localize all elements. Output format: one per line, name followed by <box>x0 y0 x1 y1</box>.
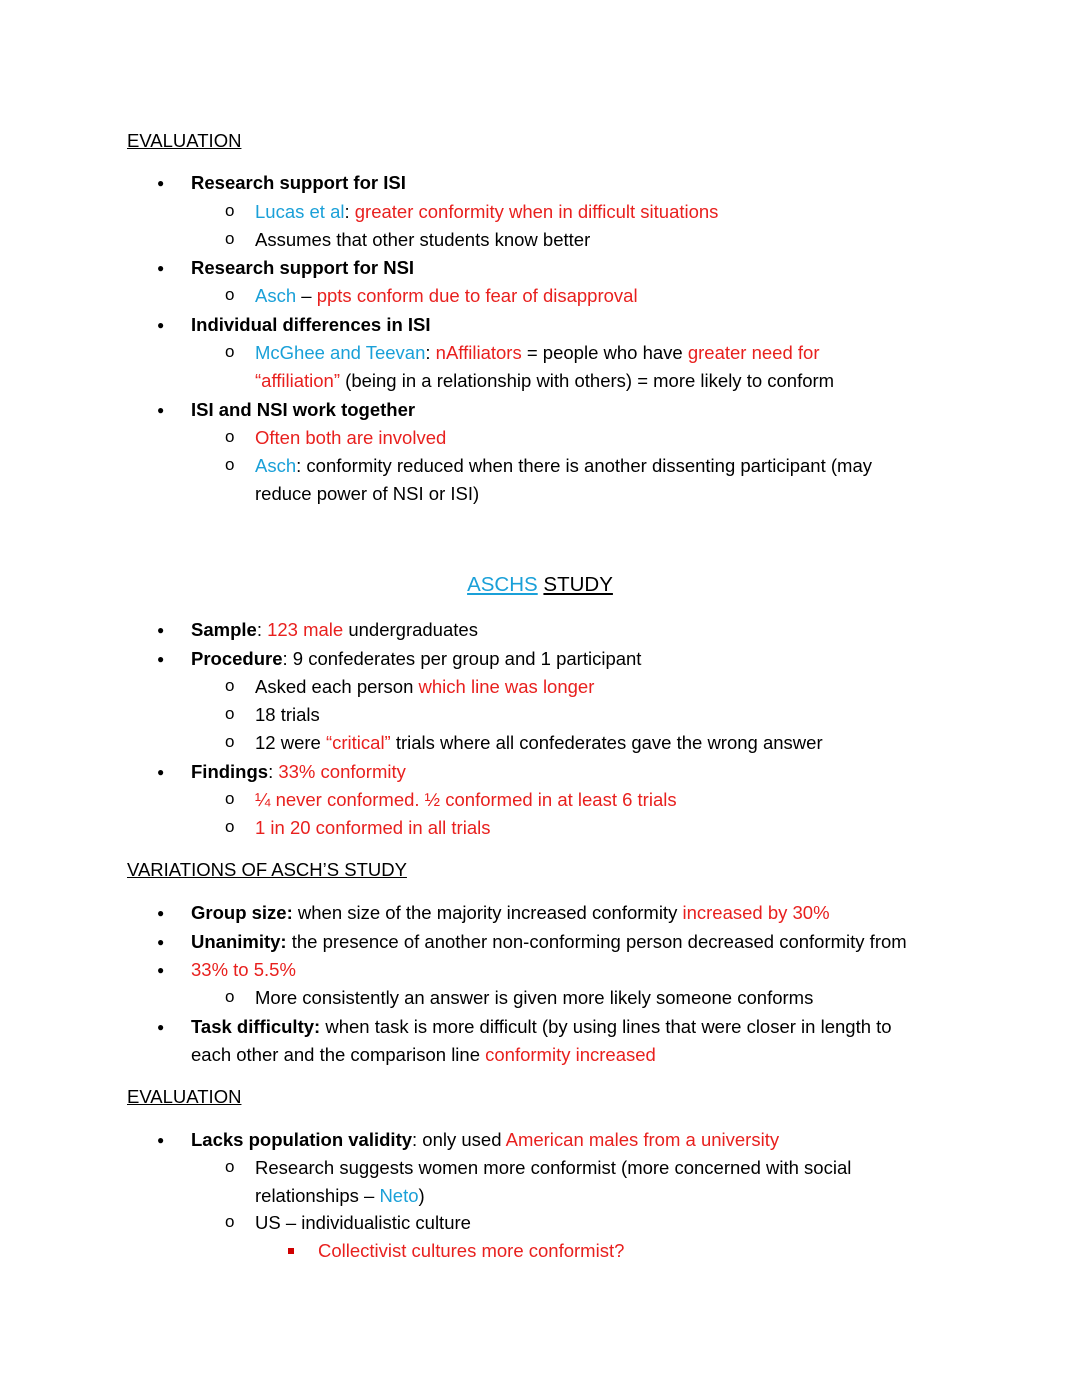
population-validity-label: Lacks population validity <box>191 1129 413 1150</box>
list-item <box>191 648 641 670</box>
point-text: 12 were <box>255 732 326 753</box>
list-item <box>191 172 406 194</box>
list-item <box>255 427 446 449</box>
study-title-part: STUDY <box>543 573 613 596</box>
finding-text: American males from a university <box>505 1129 780 1150</box>
finding-text: 123 male <box>267 619 344 640</box>
point-text: More consistently an answer is given more likely someone conforms <box>255 987 814 1008</box>
point-text: each other and the comparison line <box>191 1044 486 1065</box>
group-size-label: Group size: <box>191 902 293 923</box>
finding-text: “critical” <box>325 732 391 753</box>
list-item <box>191 1016 892 1038</box>
sample-label: Sample <box>191 619 257 640</box>
researcher-name: McGhee and Teevan <box>255 342 426 363</box>
finding-text: 33% conformity <box>278 761 406 782</box>
list-item <box>255 285 638 307</box>
study-title <box>0 574 1080 596</box>
findings-label: Findings <box>191 761 269 782</box>
procedure-label: Procedure <box>191 648 283 669</box>
point-text: the presence of another non-conforming person decreased conformity from <box>286 931 907 952</box>
separator: : <box>344 201 355 222</box>
variations-heading: VARIATIONS OF ASCH’S STUDY <box>127 859 407 880</box>
point-text: when size of the majority increased conformity <box>292 902 683 923</box>
list-item-continuation <box>191 1044 656 1066</box>
list-item <box>191 902 830 924</box>
term: nAffiliators <box>435 342 522 363</box>
work-together-title: ISI and NSI work together <box>191 399 416 420</box>
separator: – <box>296 285 317 306</box>
finding-text: increased by 30% <box>682 902 830 923</box>
point-text: relationships – <box>255 1185 380 1206</box>
researcher-name: Asch <box>255 455 297 476</box>
list-item <box>255 732 823 754</box>
list-item <box>191 619 478 641</box>
list-item <box>255 229 590 251</box>
isi-support-title: Research support for ISI <box>191 172 406 193</box>
point-text: undergraduates <box>343 619 478 640</box>
point-text: ) <box>418 1185 425 1206</box>
point-text: US – individualistic culture <box>255 1212 471 1233</box>
list-item <box>191 257 414 279</box>
list-item <box>255 987 813 1009</box>
list-item-continuation <box>255 1185 425 1207</box>
finding-text: 1 in 20 conformed in all trials <box>255 817 491 838</box>
list-item <box>255 817 490 839</box>
list-item <box>191 1129 779 1151</box>
point-text: Assumes that other students know better <box>255 229 591 250</box>
point-text: when task is more difficult (by using lines that were closer in length to <box>320 1016 892 1037</box>
evaluation-heading: EVALUATION <box>127 130 242 151</box>
list-item <box>191 761 406 783</box>
list-item <box>318 1240 624 1262</box>
list-item <box>255 1212 471 1234</box>
list-item <box>255 342 820 364</box>
point-text: reduce power of NSI or ISI) <box>255 483 480 504</box>
list-item-continuation <box>255 370 834 392</box>
finding-text: 33% to 5.5% <box>191 959 296 980</box>
list-item-continuation <box>191 959 296 981</box>
list-item-continuation <box>255 483 479 505</box>
task-difficulty-label: Task difficulty: <box>191 1016 321 1037</box>
list-item <box>191 931 907 953</box>
finding-text: ¼ never conformed. ½ conformed in at least 6 trials <box>255 789 677 810</box>
point-text: = people who have <box>521 342 688 363</box>
finding-text: ppts conform due to fear of disapproval <box>316 285 638 306</box>
list-item <box>255 676 594 698</box>
finding-text: Often both are involved <box>255 427 447 448</box>
point-text: : only used <box>412 1129 506 1150</box>
researcher-name: Asch <box>255 285 297 306</box>
researcher-name: Neto <box>379 1185 419 1206</box>
finding-text: “affiliation” <box>255 370 341 391</box>
point-text: trials where all confederates gave the wrong answer <box>390 732 823 753</box>
study-title-part: ASCHS <box>467 573 538 596</box>
point-text: : 9 confederates per group and 1 participant <box>282 648 642 669</box>
finding-text: Collectivist cultures more conformist? <box>318 1240 625 1261</box>
finding-text: greater conformity when in difficult situations <box>354 201 719 222</box>
list-item <box>191 399 415 421</box>
researcher-name: Lucas et al <box>255 201 345 222</box>
separator: : <box>256 619 268 640</box>
point-text: Research suggests women more conformist (more concerned with social <box>255 1157 852 1178</box>
list-item <box>255 201 718 223</box>
point-text: Asked each person <box>255 676 419 697</box>
list-item <box>255 704 320 726</box>
list-item <box>255 789 677 811</box>
finding-text: greater need for <box>687 342 820 363</box>
separator: : <box>268 761 279 782</box>
evaluation-heading-2: EVALUATION <box>127 1086 242 1107</box>
unanimity-label: Unanimity: <box>191 931 287 952</box>
finding-text: which line was longer <box>418 676 595 697</box>
list-item <box>255 455 872 477</box>
nsi-support-title: Research support for NSI <box>191 257 415 278</box>
separator: : <box>425 342 436 363</box>
list-item <box>191 314 431 336</box>
finding-text: conformity increased <box>485 1044 656 1065</box>
point-text: (being in a relationship with others) = more likely to conform <box>340 370 835 391</box>
individual-differences-title: Individual differences in ISI <box>191 314 431 335</box>
point-text: 18 trials <box>255 704 320 725</box>
list-item <box>255 1157 851 1179</box>
point-text: : conformity reduced when there is another dissenting participant (may <box>296 455 872 476</box>
